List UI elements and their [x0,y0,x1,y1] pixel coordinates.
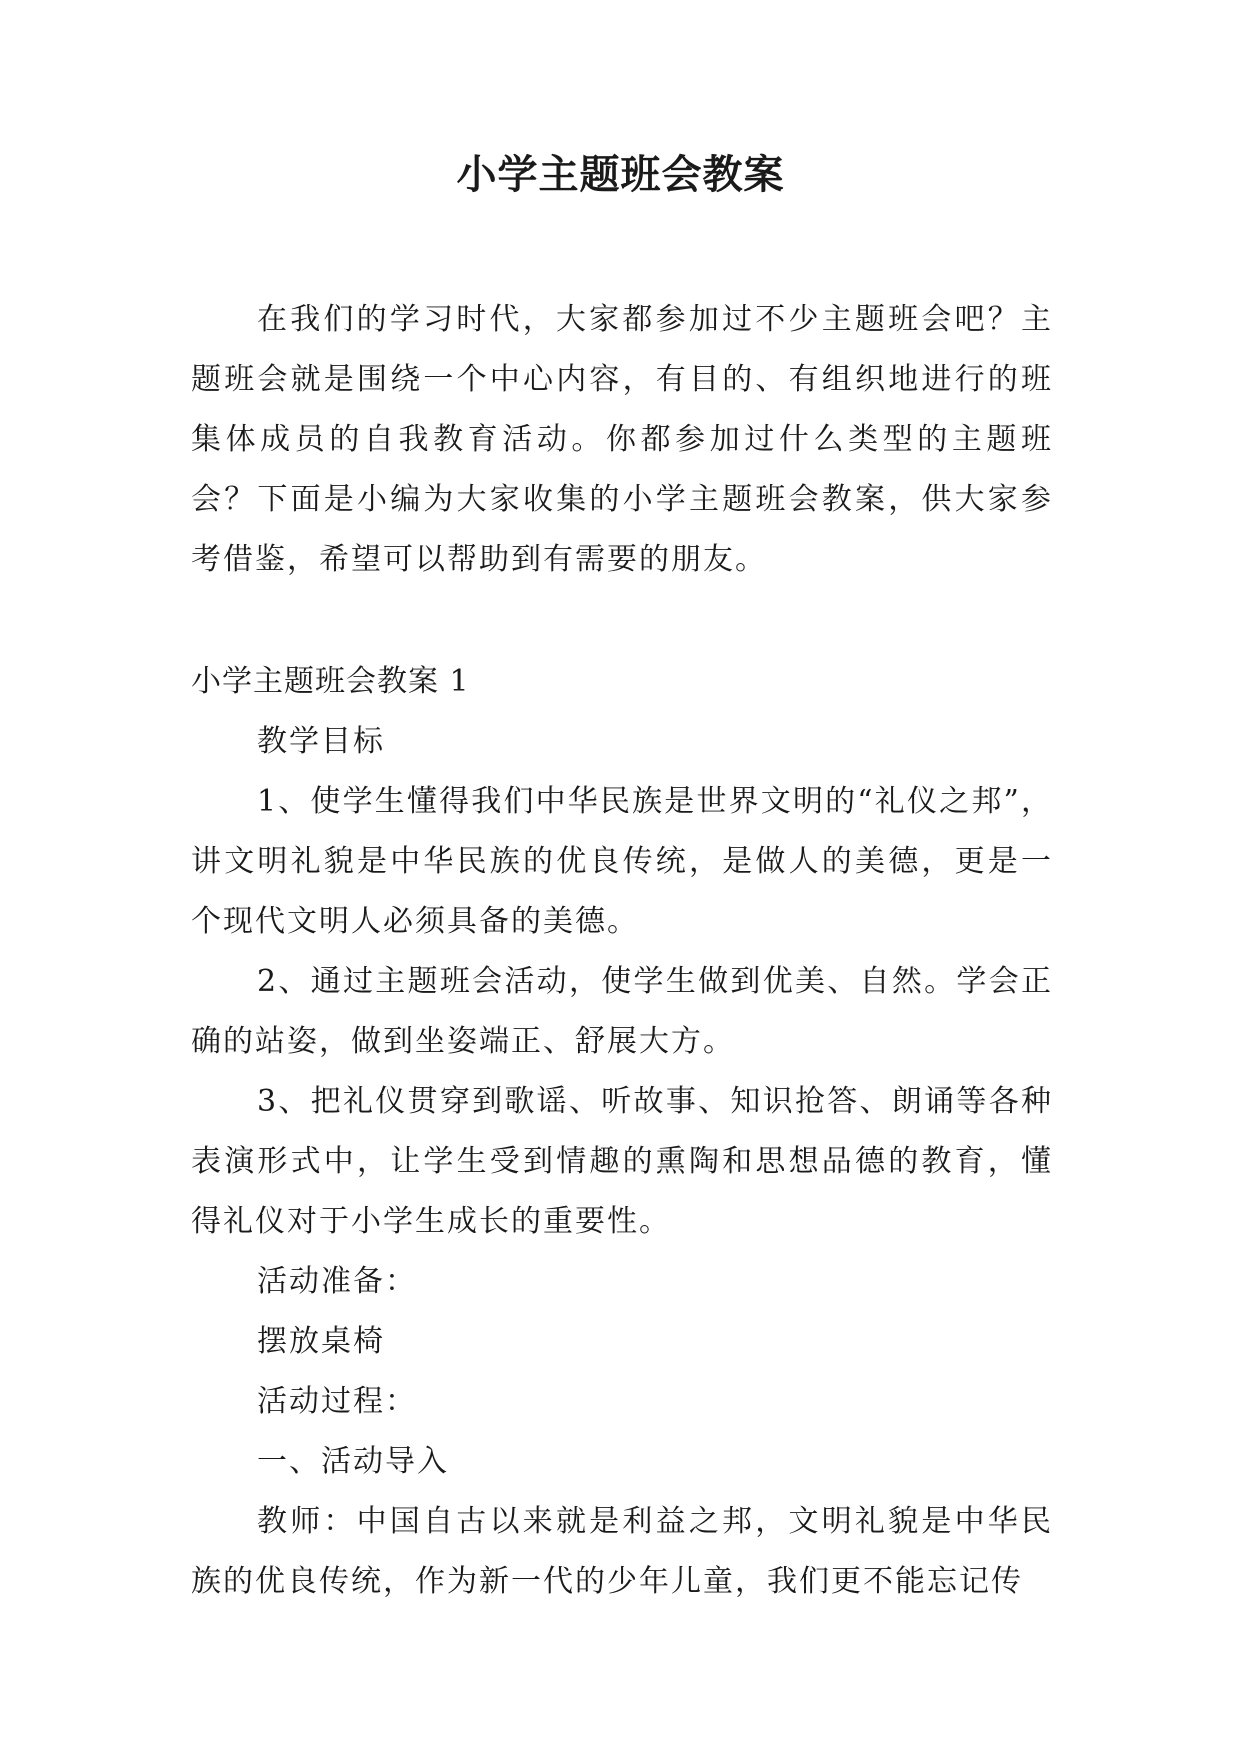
section-heading: 小学主题班会教案 1 [191,664,470,699]
goal-item-2: 2、通过主题班会活动，使学生做到优美、自然。学会正确的站姿，做到坐姿端正、舒展大方。 [191,964,1053,1059]
goal-item-1: 1、使学生懂得我们中华民族是世界文明的“礼仪之邦”，讲文明礼貌是中华民族的优良传统，是做人的美德，更是一个现代文明人必须具备的美德。 [191,784,1053,939]
activity-prep-heading: 活动准备： [257,1264,417,1299]
teaching-goal-heading: 教学目标 [257,724,385,759]
document-title: 小学主题班会教案 [456,152,785,198]
activity-intro-heading: 一、活动导入 [257,1444,449,1479]
intro-paragraph: 在我们的学习时代，大家都参加过不少主题班会吧？主题班会就是围绕一个中心内容，有目的、有组织地进行的班集体成员的自我教育活动。你都参加过什么类型的主题班会？下面是小编为大家收集的小学主题班会教案，供大家参考借鉴，希望可以帮助到有需要的朋友。 [191,302,1053,577]
goal-item-3: 3、把礼仪贯穿到歌谣、听故事、知识抢答、朗诵等各种表演形式中，让学生受到情趣的熏陶和思想品德的教育，懂得礼仪对于小学生成长的重要性。 [191,1084,1053,1239]
activity-process-heading: 活动过程： [257,1384,417,1419]
teacher-paragraph: 教师：中国自古以来就是利益之邦，文明礼貌是中华民族的优良传统，作为新一代的少年儿童，我们更不能忘记传 [191,1504,1053,1599]
section-spacer [191,590,1053,652]
activity-prep-text: 摆放桌椅 [257,1324,385,1359]
document-body [191,290,1053,1612]
